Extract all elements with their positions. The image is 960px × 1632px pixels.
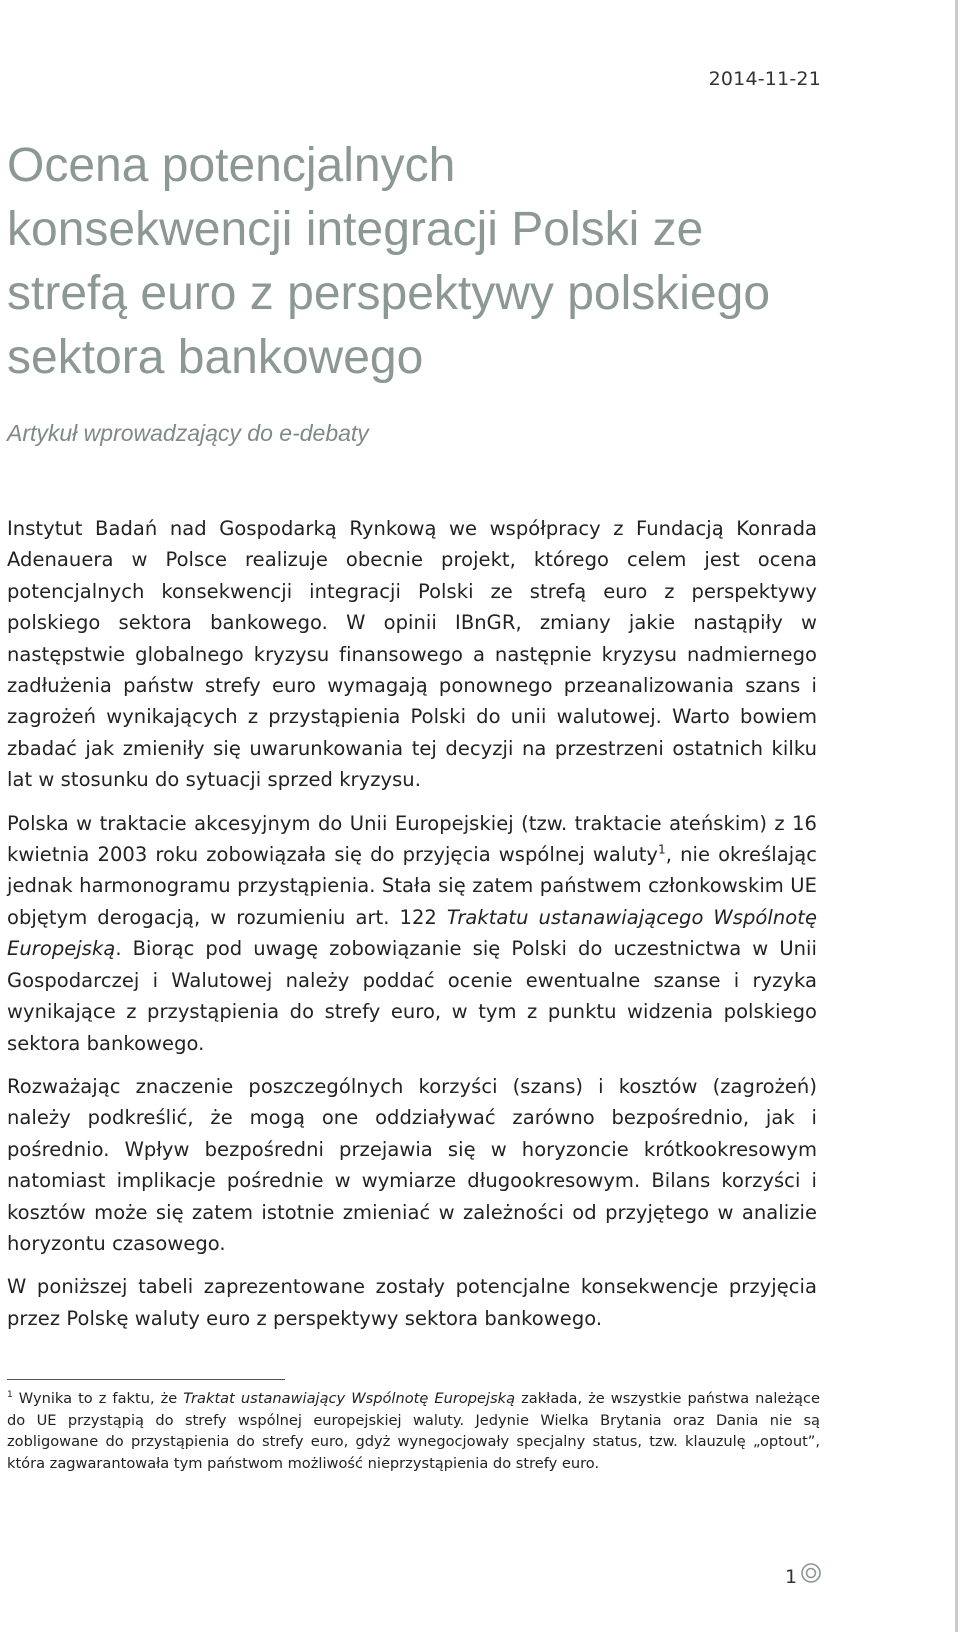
paragraph-2-part-a: Polska w traktacie akcesyjnym do Unii Europejskiej (tzw. traktacie ateńskim) z 16 kwietnia 2003 roku zobowiązała się do przyjęcia wspólnej waluty xyxy=(7,811,817,867)
title-line-2: konsekwencji integracji Polski ze xyxy=(7,203,704,256)
footnote-part-b: zakłada, że wszystkie państwa należące do UE przystąpią do strefy wspólnej europejskiej waluty. Jedynie Wielka Brytania oraz Dania nie są zobligowane do przystąpienia do strefy euro, gdyż wynegocjowały specjalny status, tzw. klauzulę „optout”, która zagwarantowała tym państwom możliwość nieprzystąpienia do strefy euro. xyxy=(7,1390,820,1472)
paragraph-2-part-b: , nie określając jednak harmonogramu przystąpienia. Stała się zatem państwem członkowskim UE objętym derogacją, w rozumieniu art. 122 xyxy=(7,843,817,929)
title-line-4: sektora bankowego xyxy=(7,331,424,384)
footnote-reference[interactable]: 1 xyxy=(658,842,666,857)
article-body xyxy=(7,513,817,1346)
treaty-title-italic: Traktatu ustanawiającego Wspólnotę Europejską xyxy=(7,905,817,961)
title-line-3: strefą euro z perspektywy polskiego xyxy=(7,267,771,320)
footnote-part-a: Wynika to z faktu, że xyxy=(12,1390,184,1407)
document-date: 2014-11-21 xyxy=(708,68,821,90)
double-circle-icon xyxy=(800,1562,822,1584)
paragraph-1: Instytut Badań nad Gospodarką Rynkową we współpracy z Fundacją Konrada Adenauera w Polsce realizuje obecnie projekt, którego celem jest ocena potencjalnych konsekwencji integracji Polski ze strefą euro z perspektywy polskiego sektora bankowego. W opinii IBnGR, zmiany jakie nastąpiły w następstwie globalnego kryzysu finansowego a następnie kryzysu nadmiernego zadłużenia państw strefy euro wymagają ponownego przeanalizowania szans i zagrożeń wynikających z przystąpienia Polski do unii walutowej. Warto bowiem zbadać jak zmieniły się uwarunkowania tej decyzji na przestrzeni ostatnich kilku lat w stosunku do sytuacji sprzed kryzysu. xyxy=(7,517,817,792)
footnote xyxy=(7,1388,820,1474)
document-subtitle: Artykuł wprowadzający do e-debaty xyxy=(7,420,369,446)
footnote-separator xyxy=(7,1379,285,1380)
page-number: 1 xyxy=(785,1566,798,1588)
footnote-marker: 1 xyxy=(7,1390,13,1401)
right-margin-rule xyxy=(955,0,958,1632)
paragraph-4: W poniższej tabeli zaprezentowane zostały potencjalne konsekwencje przyjęcia przez Polskę waluty euro z perspektywy sektora bankowego. xyxy=(7,1275,817,1330)
paragraph-2 xyxy=(7,808,817,1059)
paragraph-3: Rozważając znaczenie poszczególnych korzyści (szans) i kosztów (zagrożeń) należy podkreślić, że mogą one oddziaływać zarówno bezpośrednio, jak i pośrednio. Wpływ bezpośredni przejawia się w horyzoncie krótkookresowym natomiast implikacje pośrednie w wymiarze długookresowym. Bilans korzyści i kosztów może się zatem istotnie zmieniać w zależności od przyjętego w analizie horyzontu czasowego. xyxy=(7,1074,817,1255)
document-title xyxy=(7,134,817,390)
footnote-treaty-italic: Traktat ustanawiający Wspólnotę Europejską xyxy=(183,1390,516,1407)
title-line-1: Ocena potencjalnych xyxy=(7,139,456,192)
paragraph-2-part-c: . Biorąc pod uwagę zobowiązanie się Polski do uczestnictwa w Unii Gospodarczej i Walutowej należy poddać ocenie ewentualne szanse i ryzyka wynikające z przystąpienia do strefy euro, w tym z punktu widzenia polskiego sektora bankowego. xyxy=(7,937,817,1055)
